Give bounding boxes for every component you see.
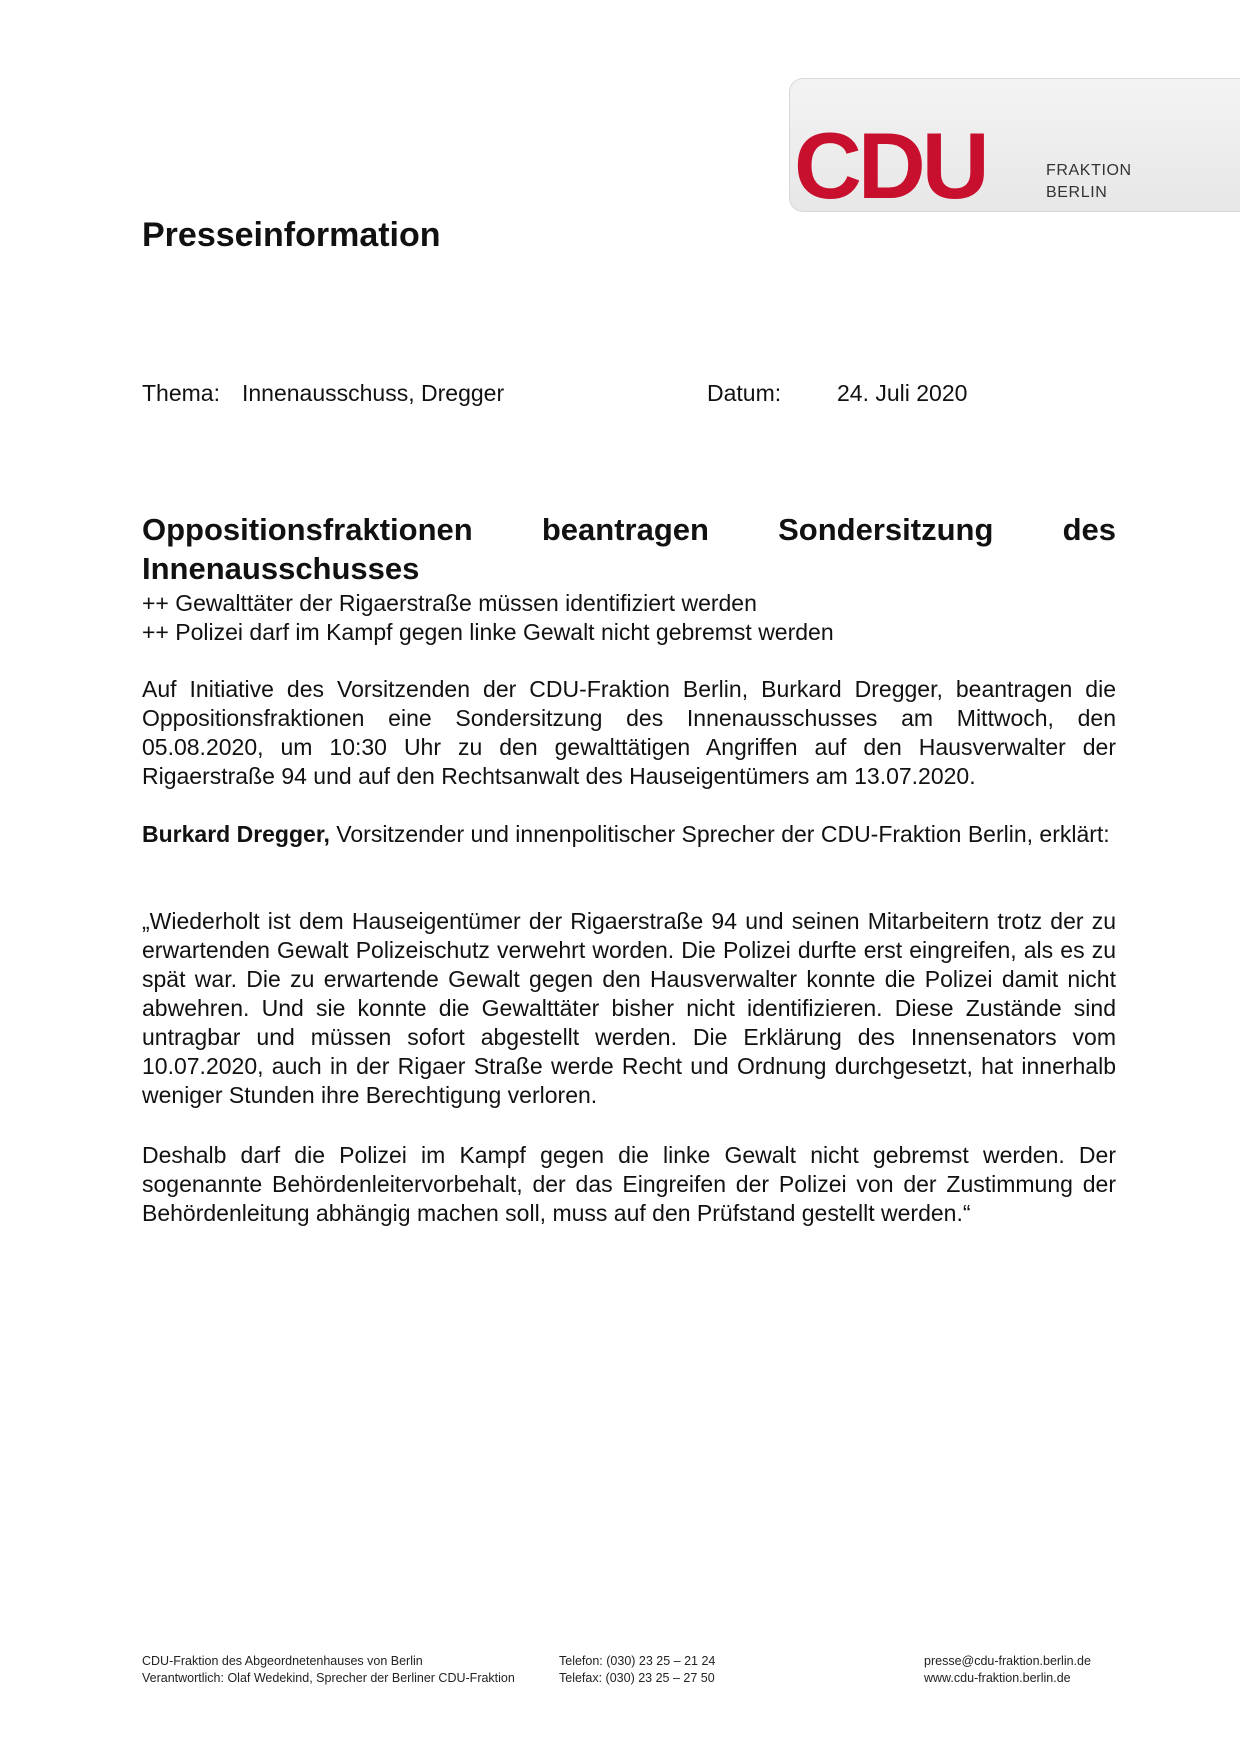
footer-web[interactable]: www.cdu-fraktion.berlin.de [924, 1671, 1071, 1685]
footer-email[interactable]: presse@cdu-fraktion.berlin.de [924, 1654, 1091, 1668]
datum-label: Datum: [707, 380, 782, 406]
footer-contact-block [559, 1653, 715, 1687]
document-type-heading: Presseinformation [142, 216, 441, 254]
footer-phone: Telefon: (030) 23 25 – 21 24 [559, 1654, 716, 1668]
footer-responsible: Verantwortlich: Olaf Wedekind, Sprecher der Berliner CDU-Fraktion [142, 1671, 515, 1685]
speaker-paragraph [142, 820, 1116, 849]
quote-paragraph-1: „Wiederholt ist dem Hauseigentümer der Rigaerstraße 94 und seinen Mitarbeitern trotz der zu erwartenden Gewalt Polizeischutz verwehrt worden. Die Polizei durfte erst eingreifen, als es zu spät war. Die zu erwartende Gewalt gegen den Hausverwalter konnte die Polizei damit nicht abwehren. Und sie konnte die Gewalttäter bisher nicht identifizieren. Diese Zustände sind untragbar und müssen sofort abgestellt werden. Die Erklärung des Innensenators vom 10.07.2020, auch in der Rigaer Straße werde Recht und Ordnung durchgesetzt, hat innerhalb weniger Stunden ihre Berechtigung verloren. [142, 908, 1116, 1108]
quote-paragraph-2: Deshalb darf die Polizei im Kampf gegen die linke Gewalt nicht gebremst werden. Der sogenannte Behördenleitervorbehalt, der das Eingreifen der Polizei von der Zustimmung der Behördenleitung abhängig machen soll, muss auf den Prüfstand gestellt werden.“ [142, 1142, 1116, 1226]
speaker-role: Vorsitzender und innenpolitischer Sprecher der CDU-Fraktion Berlin, erklärt: [329, 821, 1110, 847]
subline-1: ++ Gewalttäter der Rigaerstraße müssen identifiziert werden [142, 590, 757, 616]
footer-online-block [924, 1653, 1091, 1687]
press-headline: Oppositionsfraktionen beantragen Sondersitzung des Innenausschusses [142, 512, 1116, 586]
thema-value: Innenausschuss, Dregger [242, 380, 505, 406]
cdu-logo [794, 116, 1024, 212]
datum-value: 24. Juli 2020 [837, 380, 968, 406]
speaker-name: Burkard Dregger, [142, 821, 330, 847]
footer-org: CDU-Fraktion des Abgeordnetenhauses von Berlin [142, 1654, 423, 1668]
thema-label: Thema: [142, 380, 220, 406]
subline-2: ++ Polizei darf im Kampf gegen linke Gewalt nicht gebremst werden [142, 619, 834, 645]
logo-line-berlin: BERLIN [1046, 184, 1108, 201]
logo-subtitle [1046, 160, 1132, 204]
footer-org-block [142, 1653, 515, 1687]
intro-paragraph: Auf Initiative des Vorsitzenden der CDU-Fraktion Berlin, Burkard Dregger, beantragen die Oppositionsfraktionen eine Sondersitzung des Innenausschusses am Mittwoch, den 05.08.2020, um 10:30 Uhr zu den gewalttätigen Angriffen auf den Hausverwalter der Rigaerstraße 94 und auf den Rechtsanwalt des Hauseigentümers am 13.07.2020. [142, 676, 1116, 789]
logo-line-fraktion: FRAKTION [1046, 162, 1132, 179]
cdu-wordmark: CDU [794, 116, 986, 212]
footer-fax: Telefax: (030) 23 25 – 27 50 [559, 1671, 715, 1685]
